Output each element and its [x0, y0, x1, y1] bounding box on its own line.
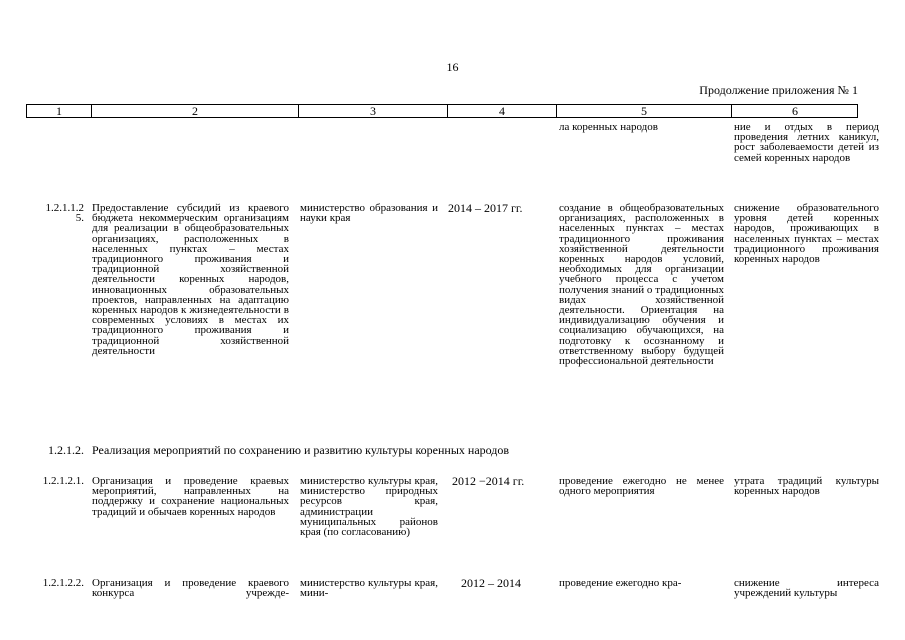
row-result: проведение ежегодно кра-	[559, 577, 682, 589]
section-title: Реализация мероприятий по сохранению и развитию культуры коренных народов	[92, 443, 510, 457]
carry-risk-cell: ние и отдых в период проведения летних каникул, рост заболеваемости детей из семей коренных народов	[734, 121, 879, 164]
row-risk: снижение образовательного уровня детей коренных народов, проживающих в населенных пунктах – местах традиционного проживания коренных народов	[734, 202, 879, 266]
row-name: Предоставление субсидий из краевого бюджета некоммерческим организациям для реализации в общеобразовательных организациях, расположенных в населенных пунктах – местах традиционного проживания и традиционной хозяйственной деятельности коренных народов, инновационных образовательных проектов, направленных на адаптацию коренных народов к жизнедеятельности в современных условиях в местах их традиционного проживания и традиционной хозяйственной деятельности	[92, 202, 289, 357]
row-executor: министерство культуры края, министерство природных ресурсов края, администрации муниципальных районов края (по согласованию)	[300, 475, 438, 539]
row-name: Организация и проведение краевого конкурса учрежде-	[92, 577, 289, 600]
row-result: создание в общеобразовательных организациях, расположенных в населенных пунктах – местах традиционного проживания хозяйственной деятельности коренных народов условий, необходимых для организации учебного процесса с учетом получения знаний о традиционных видах хозяйственной деятельности. Ориентация на индивидуализацию обучения и социализацию обучающихся, на подготовку к осознанному и ответственному выбору будущей профессиональной деятельности	[559, 202, 724, 368]
header-col-1: 1	[56, 104, 62, 118]
row-risk: утрата традиций культуры коренных народов	[734, 475, 879, 498]
row-code: 1.2.1.2.2.	[42, 577, 84, 589]
header-col-2: 2	[192, 104, 198, 118]
header-col-5: 5	[641, 104, 647, 118]
row-code: 1.2.1.1.2 5.	[45, 202, 84, 225]
section-code: 1.2.1.2.	[48, 443, 84, 457]
table-header-row	[26, 104, 858, 118]
row-name: Организация и проведение краевых мероприятий, направленных на поддержку и сохранение национальных традиций и обычаев коренных народов	[92, 475, 289, 518]
row-period: 2012 −2014 гг.	[452, 474, 525, 488]
row-executor: министерство культуры края, мини-	[300, 577, 438, 600]
header-col-4: 4	[499, 104, 505, 118]
header-col-3: 3	[370, 104, 376, 118]
row-period: 2012 – 2014	[461, 576, 521, 590]
page-number: 16	[446, 60, 459, 74]
row-executor: министерство образования и науки края	[300, 202, 438, 225]
row-period: 2014 – 2017 гг.	[448, 201, 523, 215]
carry-result-cell: ла коренных народов	[559, 121, 658, 133]
row-risk: снижение интереса учреждений культуры	[734, 577, 879, 600]
header-col-6: 6	[792, 104, 798, 118]
continuation-label: Продолжение приложения № 1	[699, 83, 858, 97]
row-result: проведение ежегодно не менее одного мероприятия	[559, 475, 724, 498]
row-code: 1.2.1.2.1.	[42, 475, 84, 487]
